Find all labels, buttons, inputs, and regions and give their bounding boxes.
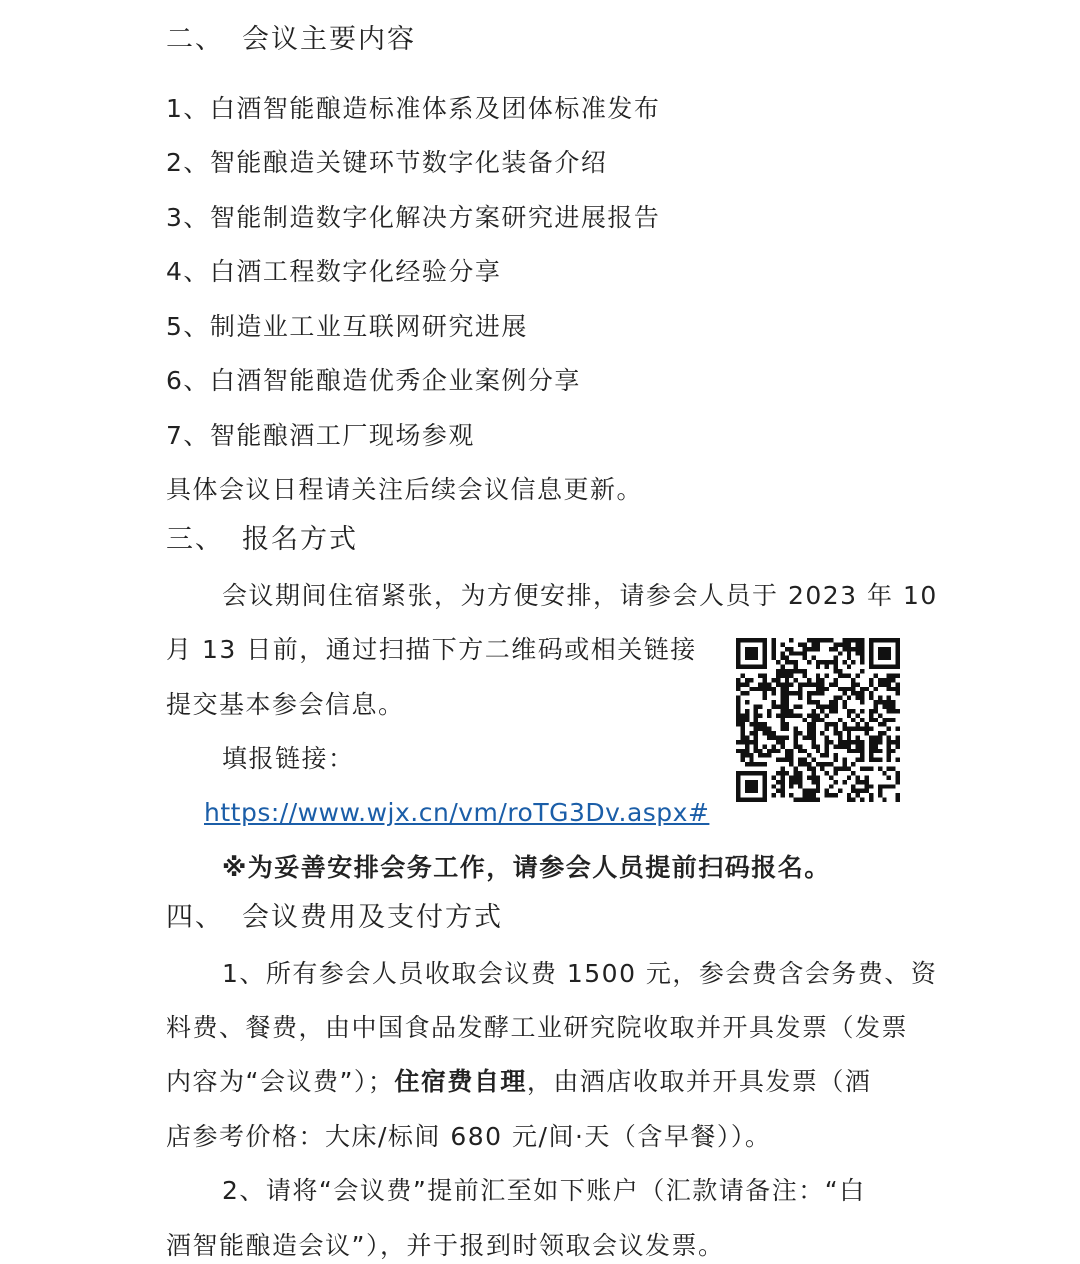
registration-paragraph-line: 月 13 日前，通过扫描下方二维码或相关链接 xyxy=(166,635,697,664)
section3-heading xyxy=(166,524,358,556)
fee-paragraph-line: 店参考价格：大床/标间 680 元/间·天（含早餐））。 xyxy=(166,1122,772,1151)
schedule-note: 具体会议日程请关注后续会议信息更新。 xyxy=(166,475,644,504)
list-item: 7、智能酿酒工厂现场参观 xyxy=(166,421,475,450)
list-item: 5、制造业工业互联网研究进展 xyxy=(166,312,528,341)
fee-paragraph-line: 料费、餐费，由中国食品发酵工业研究院收取并开具发票（发票 xyxy=(166,1013,909,1042)
list-item: 6、白酒智能酿造优秀企业案例分享 xyxy=(166,366,581,395)
registration-reminder: ※为妥善安排会务工作，请参会人员提前扫码报名。 xyxy=(222,853,831,882)
registration-link[interactable]: https://www.wjx.cn/vm/roTG3Dv.aspx# xyxy=(204,798,710,827)
list-item: 2、智能酿造关键环节数字化装备介绍 xyxy=(166,148,608,177)
qr-code-icon[interactable] xyxy=(736,638,900,802)
list-item: 4、白酒工程数字化经验分享 xyxy=(166,257,502,286)
section4-heading xyxy=(166,902,503,934)
section2-number: 二、 xyxy=(166,24,224,55)
payment-paragraph-line: 2、请将“会议费”提前汇至如下账户（汇款请备注：“白 xyxy=(222,1176,866,1205)
section3-title: 报名方式 xyxy=(242,524,358,555)
section4-number: 四、 xyxy=(166,902,224,933)
list-item: 1、白酒智能酿造标准体系及团体标准发布 xyxy=(166,94,661,123)
link-label: 填报链接： xyxy=(222,744,355,773)
payment-paragraph-line: 酒智能酿造会议”），并于报到时领取会议发票。 xyxy=(166,1231,725,1260)
section2-heading xyxy=(166,24,416,56)
section4-title: 会议费用及支付方式 xyxy=(242,902,503,933)
accommodation-self-paid: 住宿费自理 xyxy=(394,1067,527,1096)
registration-paragraph-line: 会议期间住宿紧张，为方便安排，请参会人员于 2023 年 10 xyxy=(222,581,938,610)
registration-paragraph-line: 提交基本参会信息。 xyxy=(166,690,405,719)
fee-text: 内容为“会议费”）； xyxy=(166,1067,395,1096)
fee-paragraph-line xyxy=(166,1066,871,1098)
list-item: 3、智能制造数字化解决方案研究进展报告 xyxy=(166,203,661,232)
section2-title: 会议主要内容 xyxy=(242,24,416,55)
fee-paragraph-line: 1、所有参会人员收取会议费 1500 元，参会费含会务费、资 xyxy=(222,959,938,988)
fee-text: ，由酒店收取并开具发票（酒 xyxy=(526,1067,872,1096)
section3-number: 三、 xyxy=(166,524,224,555)
